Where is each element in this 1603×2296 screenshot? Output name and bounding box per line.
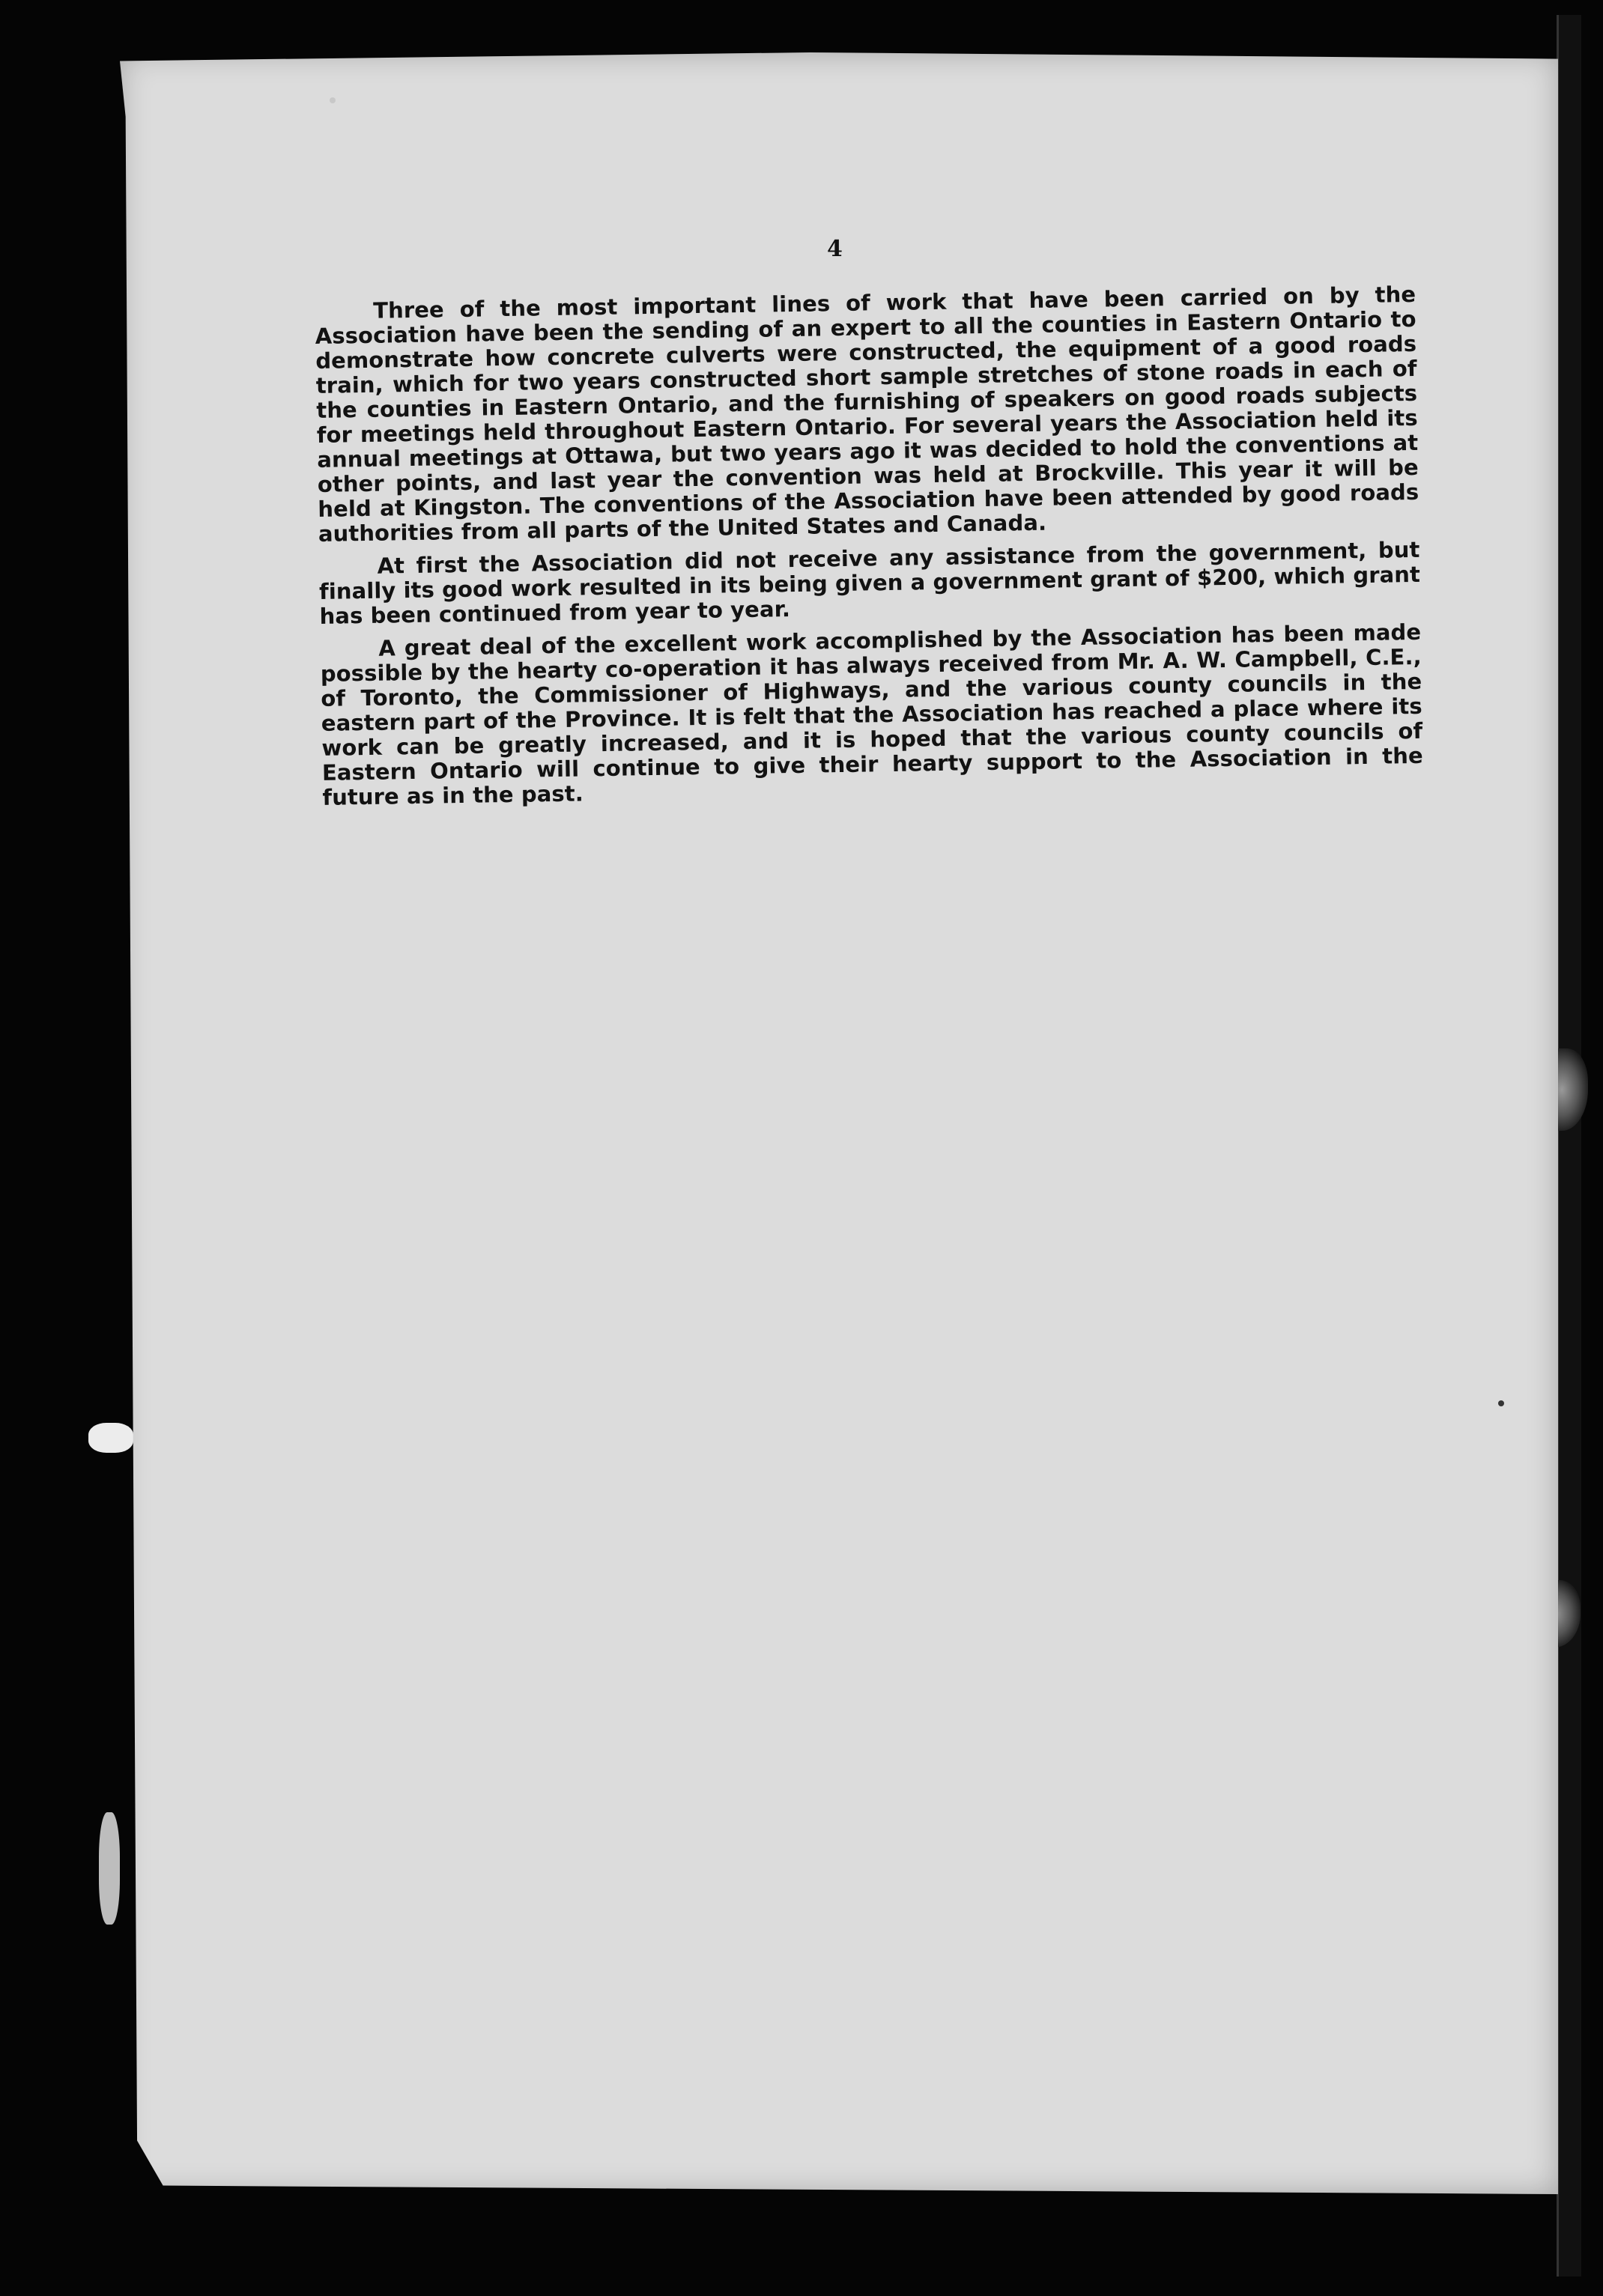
body-text xyxy=(315,282,1424,819)
scan-artifact xyxy=(99,1812,120,1925)
paper-speck xyxy=(330,97,336,103)
page-number: 4 xyxy=(827,236,843,262)
paragraph: A great deal of the excellent work accomplished by the Association has been made possible by the hearty co-operation it has always received from Mr. A. W. Campbell, C.E., of Toronto, the Commissioner of Highways, and the various county councils in the eastern part of the Province. It is felt that the Association has reached a place where its work can be greatly increased, and it is hoped that the various county councils of Eastern Ontario will continue to give their hearty support to the Association in the future as in the past. xyxy=(320,619,1424,810)
scan-artifact xyxy=(88,1423,133,1453)
binding-edge xyxy=(1557,15,1581,2277)
paper-speck xyxy=(1498,1400,1504,1406)
paragraph: Three of the most important lines of work that have been carried on by the Association have been the sending of an expert to all the counties in Eastern Ontario to demonstrate how concrete culverts were constructed, the equipment of a good roads train, which for two years constructed short sample stretches of stone roads in each of the counties in Eastern Ontario, and the furnishing of speakers on good roads subjects for meetings held throughout Eastern Ontario. For several years the Association held its annual meetings at Ottawa, but two years ago it was decided to hold the conventions at other points, and last year the convention was held at Brockville. This year it will be held at Kingston. The conventions of the Association have been attended by good roads authorities from all parts of the United States and Canada. xyxy=(315,281,1419,547)
paragraph: At first the Association did not receive any assistance from the government, but finally its good work resulted in its being given a government grant of $200, which grant has been continued from year to year. xyxy=(318,536,1421,629)
